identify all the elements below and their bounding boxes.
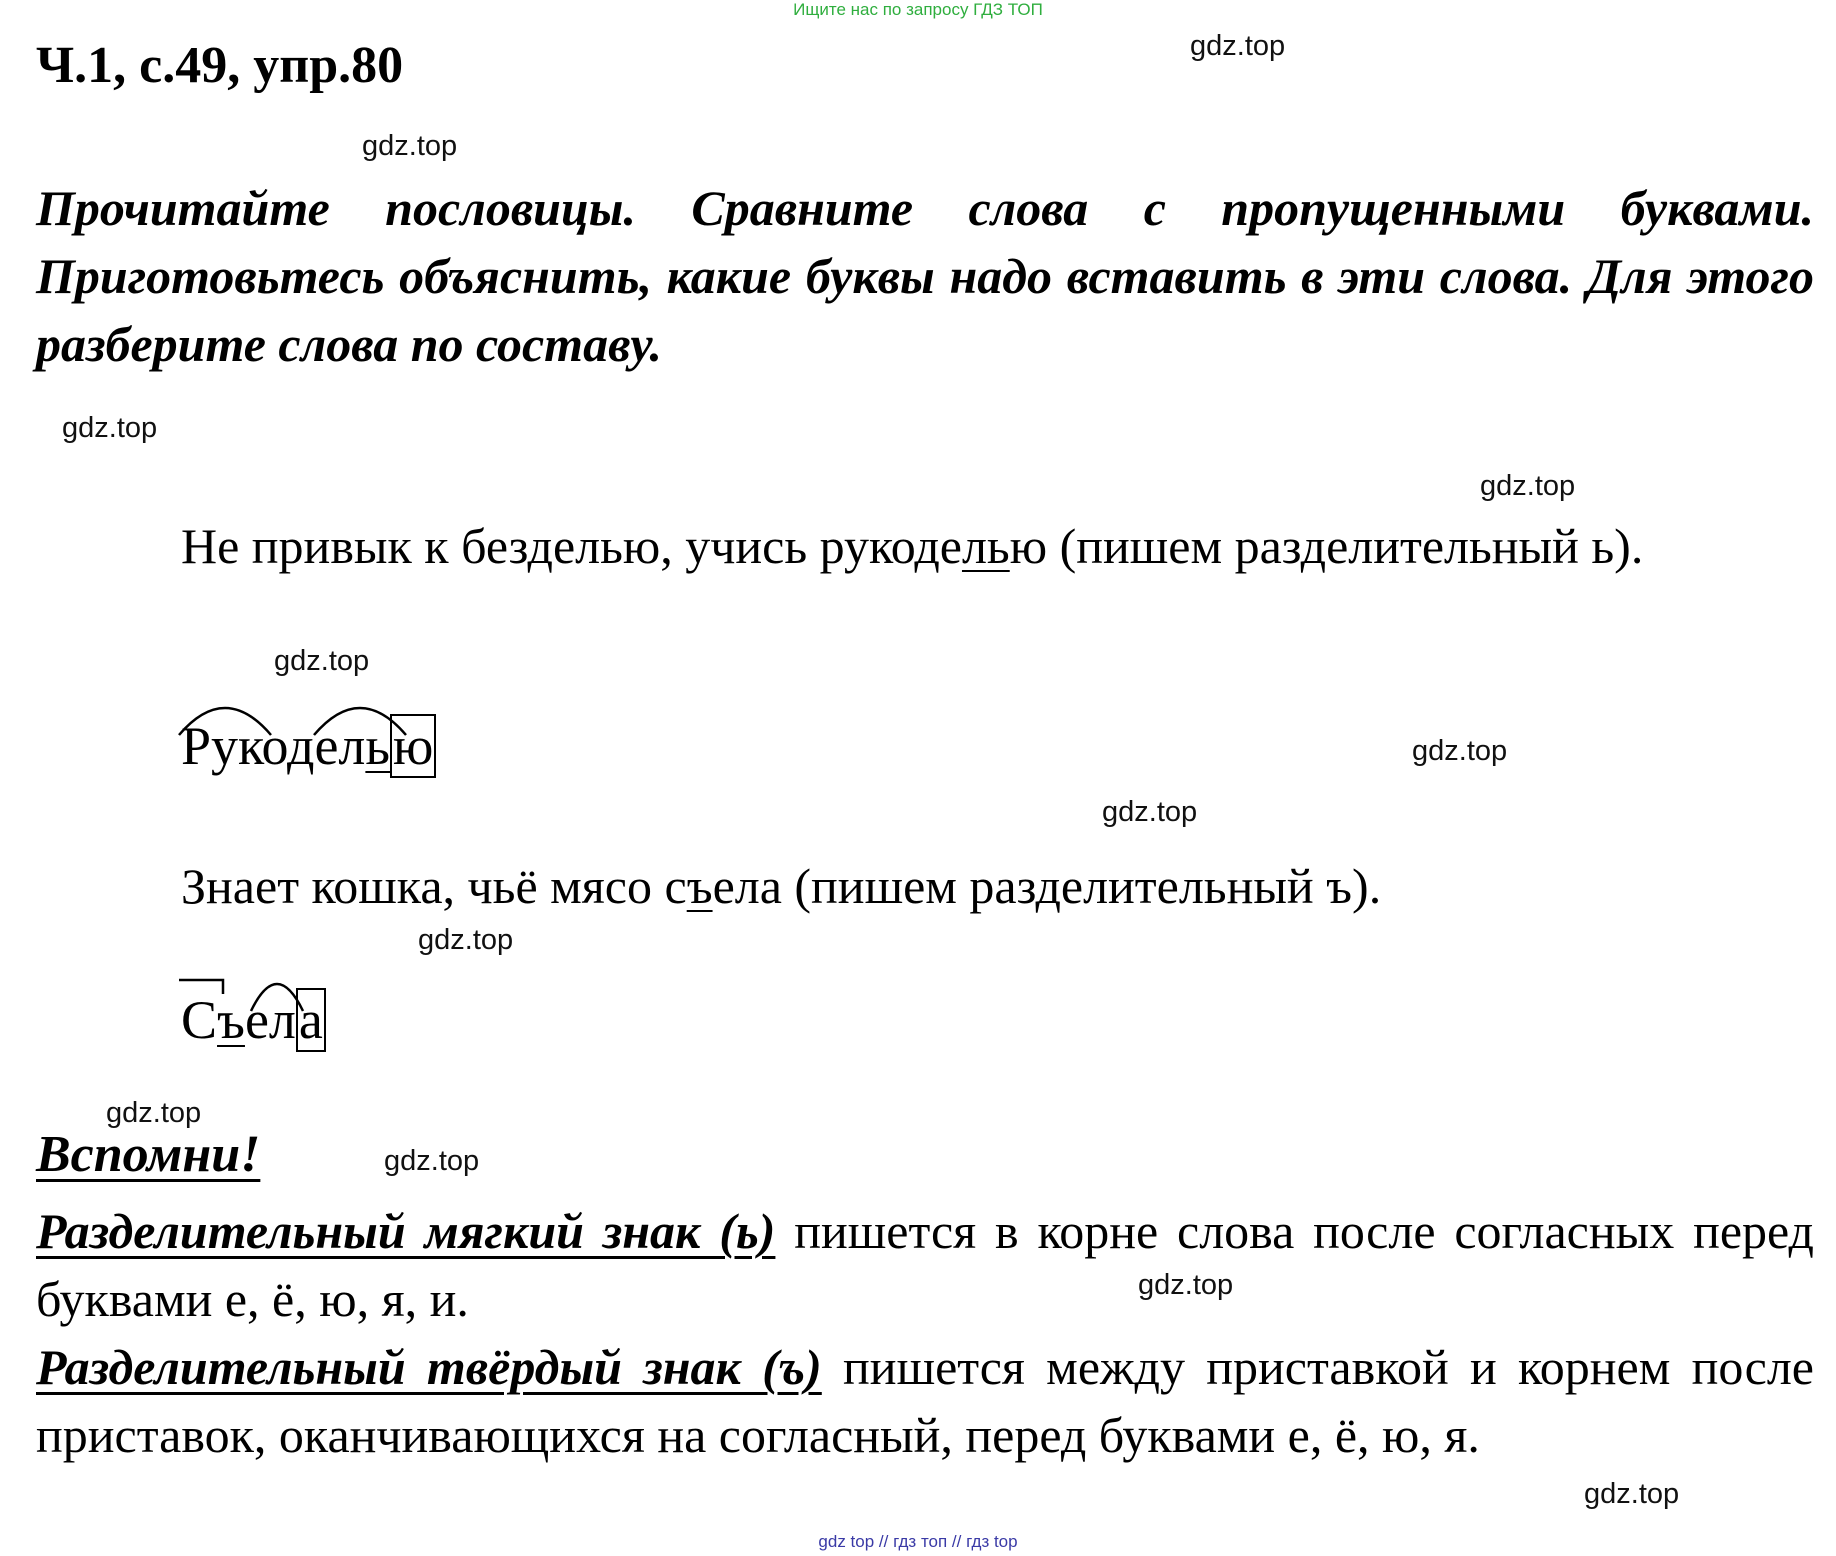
watermark: gdz.top [1412,735,1508,767]
watermark: gdz.top [418,924,514,956]
root-arc-2 [247,967,307,1017]
root-arc-1b [310,691,410,741]
root-arc-1a [175,691,275,741]
prefix-mark [177,976,237,1006]
word-breakdown-1 [181,712,436,780]
watermark: gdz.top [1102,796,1198,828]
word-1-part-b: дел [286,716,366,776]
proverb-2-start: Знает кошка, чьё мясо с [181,858,687,914]
rule-soft-sign-text: пишется в корне слова после согласных перед буквами е, ё, ю, я, и. [36,1203,1814,1327]
watermark: gdz.top [274,645,370,677]
word-1-part-a: Руко [181,716,287,776]
rule-soft-sign-head: Разделительный мягкий знак (ь) [36,1203,776,1259]
proverb-1-end: ю (пишем разделительный ь). [1009,518,1644,574]
word-2-ending: а [296,988,326,1052]
top-banner: Ищите нас по запросу ГДЗ ТОП [793,0,1043,19]
watermark: gdz.top [384,1145,480,1177]
word-2-root: ел [244,990,296,1050]
watermark: gdz.top [1584,1478,1680,1510]
footer-watermark: gdz top // гдз топ // гдз top [818,1532,1018,1551]
proverb-2 [181,852,1381,920]
watermark: gdz.top [106,1097,202,1129]
remember-heading: Вспомни! [36,1126,261,1183]
rule-hard-sign-head: Разделительный твёрдый знак (ъ) [36,1339,822,1395]
watermark: gdz.top [362,130,458,162]
watermark: gdz.top [62,412,158,444]
word-2-hard-sign: ъ [217,990,245,1050]
word-1-soft-sign: ь [365,716,391,776]
word-1-ending: ю [390,714,436,778]
proverb-2-underlined: ъ [686,858,713,914]
watermark: gdz.top [1480,470,1576,502]
watermark: gdz.top [1138,1269,1234,1301]
proverb-1-underlined: ль [961,518,1010,574]
rule-hard-sign [36,1333,1814,1469]
word-2-prefix: С [181,990,218,1050]
word-breakdown-2 [181,986,326,1054]
proverb-1 [36,512,1814,580]
proverb-1-start: Не привык к безделью, учись рукоде [181,518,962,574]
rule-soft-sign [36,1197,1814,1333]
rule-hard-sign-text: пишется между приставкой и корнем после приставок, оканчивающихся на согласный, перед буквами е, ё, ю, я. [36,1339,1814,1463]
watermark: gdz.top [1190,30,1286,62]
exercise-title: Ч.1, с.49, упр.80 [36,37,404,94]
task-text: Прочитайте пословицы. Сравните слова с пропущенными буквами. Приготовьтесь объяснить, какие буквы надо вставить в эти слова. Для этого разберите слова по составу. [36,180,1814,372]
rules-block [36,1197,1814,1469]
proverb-2-end: ела (пишем разделительный ъ). [712,858,1382,914]
